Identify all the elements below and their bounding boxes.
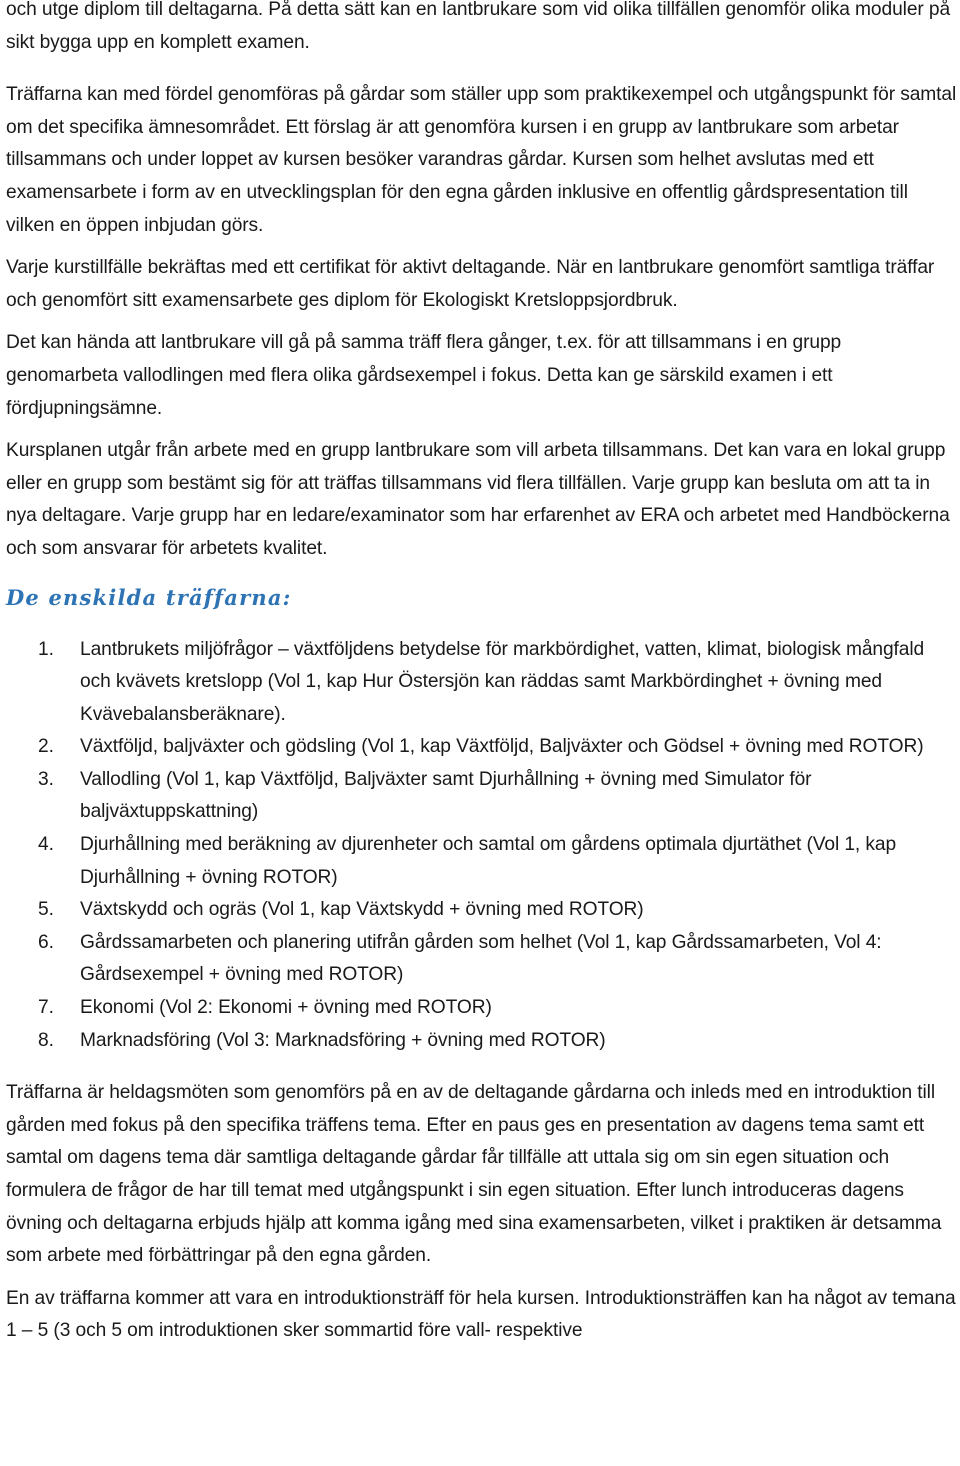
list-item xyxy=(6,894,958,927)
list-number: 8. xyxy=(38,1029,54,1051)
list-number: 3. xyxy=(38,768,54,790)
list-text: Växtskydd och ogräs (Vol 1, kap Växtskydd + övning med ROTOR) xyxy=(80,899,644,921)
list-text: Växtföljd, baljväxter och gödsling (Vol 1, kap Växtföljd, Baljväxter och Gödsel + övning med ROTOR) xyxy=(80,736,924,758)
list-number: 1. xyxy=(38,638,54,660)
paragraph: och utge diplom till deltagarna. På detta sätt kan en lantbrukare som vid olika tillfällen genomför olika moduler på sikt bygga upp en komplett examen. xyxy=(6,0,951,53)
list-text: Djurhållning med beräkning av djurenheter och samtal om gårdens optimala djurtäthet (Vol 1, kap Djurhållning + övning ROTOR) xyxy=(80,834,897,888)
meeting-list xyxy=(6,634,958,1058)
section-heading: De enskilda träffarna: xyxy=(6,584,292,610)
list-number: 7. xyxy=(38,997,54,1019)
paragraph: Träffarna är heldagsmöten som genomförs på en av de deltagande gårdarna och inleds med en introduktion till gården med fokus på den specifika träffens tema. Efter en paus ges en presentation av dagens tema samt ett samtal om dagens tema där samtliga deltagande gårdar får tillfälle att uttala sig om sin egen situation och formulera de frågor de har till temat med utgångspunkt i sin egen situation. Efter lunch introduceras dagens övning och deltagarna erbjuds hjälp att komma igång med sina examensarbeten, vilket i praktiken är detsamma som arbete med förbättringar på den egna gården. xyxy=(6,1082,942,1267)
list-item xyxy=(6,731,958,764)
list-number: 2. xyxy=(38,736,54,758)
paragraph: Varje kurstillfälle bekräftas med ett certifikat för aktivt deltagande. När en lantbrukare genomfört samtliga träffar och genomfört sitt examensarbete ges diplom för Ekologiskt Kretsloppsjordbruk. xyxy=(6,257,935,311)
list-item xyxy=(6,992,958,1025)
list-text: Lantbrukets miljöfrågor – växtföljdens betydelse för markbördighet, vatten, klimat, biologisk mångfald och kvävets kretslopp (Vol 1, kap Hur Östersjön kan räddas samt Markbördinghet + övning med Kvävebalansberäknare). xyxy=(80,638,925,725)
list-text: Vallodling (Vol 1, kap Växtföljd, Baljväxter samt Djurhållning + övning med Simulator för baljväxtuppskattning) xyxy=(80,768,812,823)
list-item xyxy=(6,634,958,732)
list-item xyxy=(6,927,958,992)
list-number: 6. xyxy=(38,931,54,953)
paragraph: Kursplanen utgår från arbete med en grupp lantbrukare som vill arbeta tillsammans. Det kan vara en lokal grupp eller en grupp som bestämt sig för att träffas tillsammans vid flera tillfällen. Varje grupp kan besluta om att ta in nya deltagare. Varje grupp har en ledare/examinator som har erfarenhet av ERA och arbetet med Handböckerna och som ansvarar för arbetets kvalitet. xyxy=(6,440,950,559)
paragraph: Det kan hända att lantbrukare vill gå på samma träff flera gånger, t.ex. för att tillsammans i en grupp genomarbeta vallodlingen med flera olika gårdsexempel i fokus. Detta kan ge särskild examen i ett fördjupningsämne. xyxy=(6,332,842,419)
list-item xyxy=(6,764,958,829)
list-number: 5. xyxy=(38,899,54,921)
list-item xyxy=(6,829,958,894)
document-page xyxy=(6,0,958,1348)
paragraph: Träffarna kan med fördel genomföras på gårdar som ställer upp som praktikexempel och utgångspunkt för samtal om det specifika ämnesområdet. Ett förslag är att genomföra kursen i en grupp av lantbrukare som arbetar tillsammans och under loppet av kursen besöker varandras gårdar. Kursen som helhet avslutas med ett examensarbete i form av en utvecklingsplan för den egna gården inklusive en offentlig gårdspresentation till vilken en öppen inbjudan görs. xyxy=(6,84,957,236)
list-text: Ekonomi (Vol 2: Ekonomi + övning med ROTOR) xyxy=(80,997,492,1019)
list-text: Gårdssamarbeten och planering utifrån gården som helhet (Vol 1, kap Gårdssamarbeten, Vol 4: Gårdsexempel + övning med ROTOR) xyxy=(80,931,882,986)
list-number: 4. xyxy=(38,834,54,856)
list-text: Marknadsföring (Vol 3: Marknadsföring + övning med ROTOR) xyxy=(80,1029,606,1051)
paragraph: En av träffarna kommer att vara en introduktionsträff för hela kursen. Introduktionsträffen kan ha något av temana 1 – 5 (3 och 5 om introduktionen sker sommartid före vall- respektive xyxy=(6,1287,956,1342)
list-item xyxy=(6,1025,958,1058)
